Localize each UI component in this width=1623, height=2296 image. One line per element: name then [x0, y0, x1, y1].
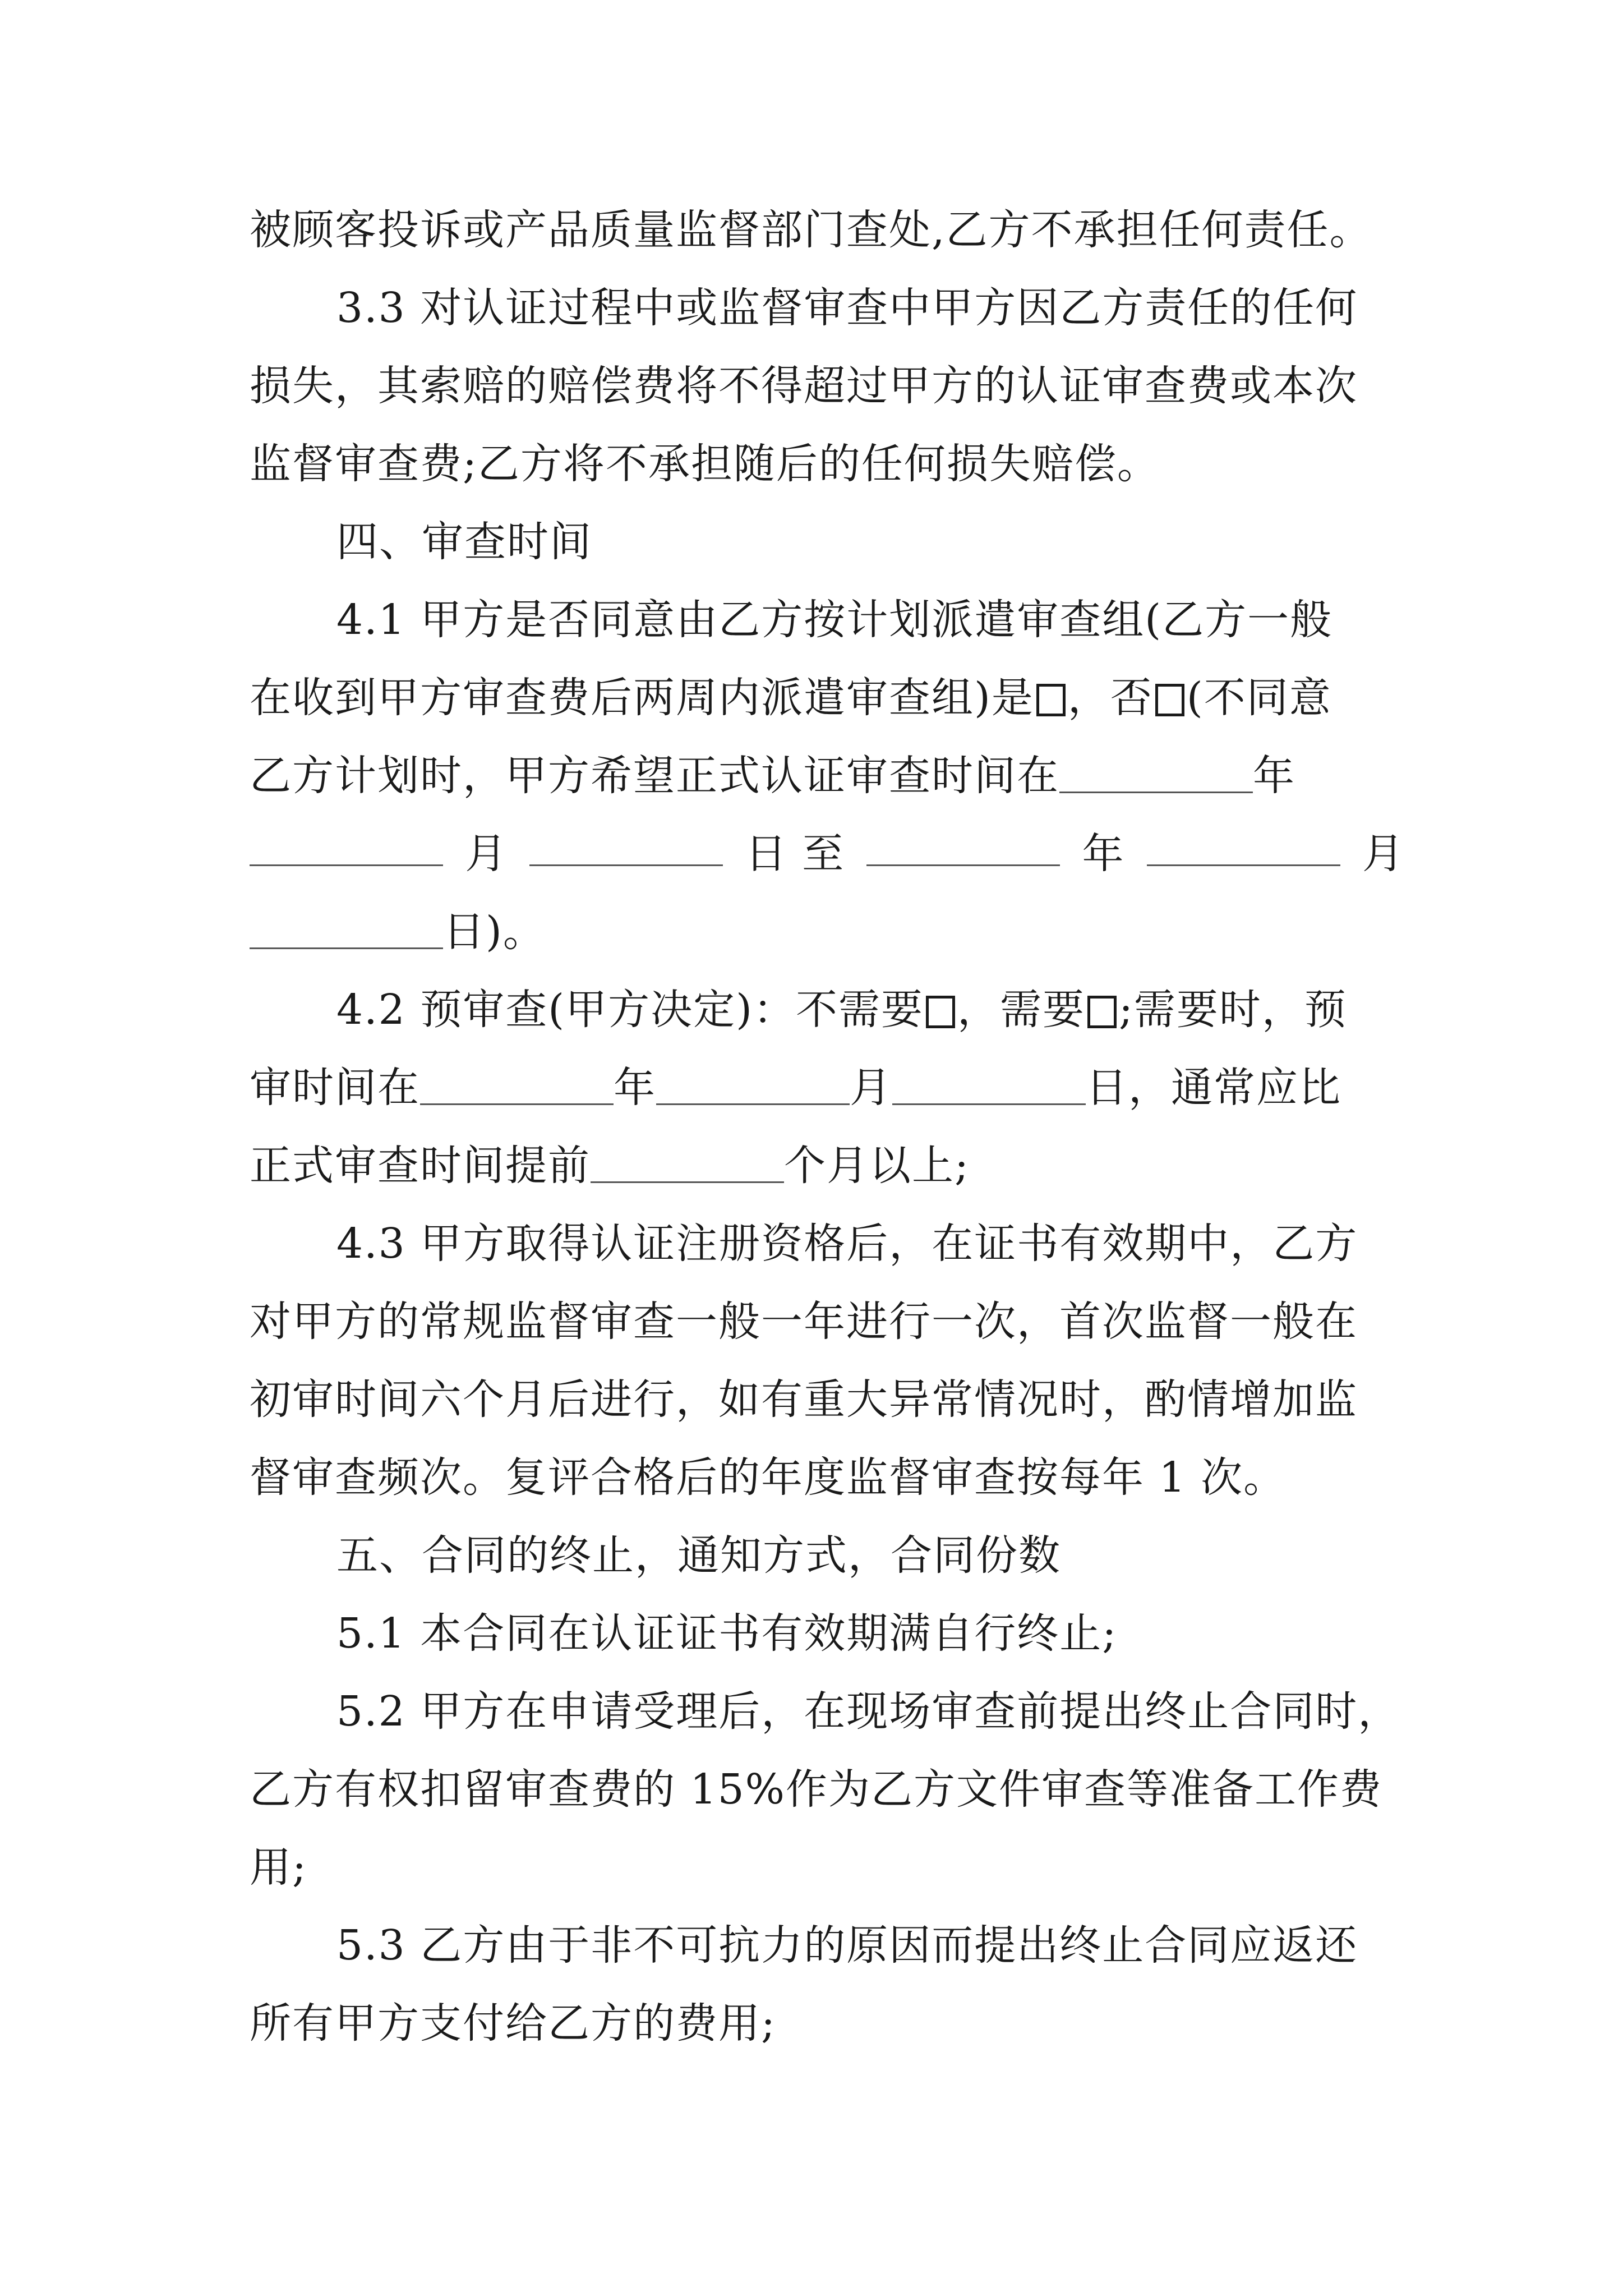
clause-text: ，否 [1067, 674, 1153, 722]
section-5-heading: 五、合同的终止，通知方式，合同份数 [336, 1531, 1061, 1580]
section-4-heading: 四、审查时间 [336, 518, 592, 566]
clause-text: 日，通常应比 [1086, 1064, 1341, 1112]
clause-4-2-line-2 [250, 1057, 1405, 1119]
end-day-label: 日)。 [443, 908, 546, 956]
clause-5-2-line-3: 用; [250, 1843, 307, 1892]
pre-audit-month-blank-field[interactable] [656, 1062, 850, 1105]
end-year-blank-field[interactable] [866, 823, 1060, 866]
day-to-label: 日 至 [745, 830, 845, 878]
clause-4-1-line-3 [250, 745, 1405, 807]
clause-text: ;需要时，预 [1118, 986, 1347, 1034]
yes-checkbox[interactable] [1036, 684, 1066, 716]
year-label: 年 [1253, 752, 1295, 800]
clause-5-2-line-2: 乙方有权扣留审查费的 15%作为乙方文件审查等准备工作费 [250, 1765, 1382, 1814]
clause-4-2-line-3 [250, 1135, 1405, 1197]
end-year-label: 年 [1082, 830, 1125, 878]
clause-3-3-line-3: 监督审查费;乙方将不承担随后的任何损失赔偿。 [250, 440, 1160, 488]
year-blank-field[interactable] [1059, 750, 1253, 793]
clause-4-1-line-2 [250, 667, 1405, 729]
clause-3-3-line-1: 3.3 对认证过程中或监督审查中甲方因乙方责任的任何 [336, 284, 1358, 332]
month-label: 月 [465, 830, 508, 878]
clause-3-3-line-2: 损失，其索赔的赔偿费将不得超过甲方的认证审查费或本次 [250, 362, 1358, 410]
months-ahead-blank-field[interactable] [591, 1140, 784, 1183]
clause-5-3-line-1: 5.3 乙方由于非不可抗力的原因而提出终止合同应返还 [336, 1921, 1358, 1970]
clause-text: (不同意 [1186, 674, 1332, 722]
end-month-blank-field[interactable] [1147, 823, 1340, 866]
clause-4-2-line-1 [336, 979, 1405, 1041]
day-blank-field[interactable] [529, 823, 723, 866]
pre-audit-year-blank-field[interactable] [420, 1062, 614, 1105]
clause-4-1-line-1: 4.1 甲方是否同意由乙方按计划派遣审查组(乙方一般 [336, 596, 1333, 644]
clause-4-1-line-5 [250, 901, 1405, 963]
end-month-label: 月 [1362, 830, 1405, 878]
pre-audit-day-blank-field[interactable] [892, 1062, 1086, 1105]
month-label: 月 [850, 1064, 892, 1112]
clause-text: 在收到甲方审查费后两周内派遣审查组)是 [250, 674, 1034, 722]
clause-4-3-line-1: 4.3 甲方取得认证注册资格后，在证书有效期中，乙方 [336, 1220, 1358, 1268]
clause-4-3-line-2: 对甲方的常规监督审查一般一年进行一次，首次监督一般在 [250, 1297, 1358, 1346]
clause-4-3-line-4: 督审查频次。复评合格后的年度监督审查按每年 1 次。 [250, 1453, 1287, 1502]
clause-text: ，需要 [957, 986, 1085, 1034]
clause-text: 4.2 预审查(甲方决定)：不需要 [336, 986, 924, 1034]
no-checkbox[interactable] [1155, 684, 1184, 716]
required-checkbox[interactable] [1087, 996, 1117, 1028]
clause-5-1: 5.1 本合同在认证证书有效期满自行终止; [336, 1609, 1118, 1658]
clause-text: 个月以上; [784, 1142, 970, 1190]
clause-text: 乙方计划时，甲方希望正式认证审查时间在 [250, 752, 1059, 800]
clause-4-3-line-3: 初审时间六个月后进行，如有重大异常情况时，酌情增加监 [250, 1375, 1358, 1424]
year-label: 年 [614, 1064, 656, 1112]
clause-5-3-line-2: 所有甲方支付给乙方的费用; [250, 1999, 776, 2047]
not-required-checkbox[interactable] [926, 996, 955, 1028]
month-blank-field[interactable] [250, 823, 443, 866]
clause-5-2-line-1: 5.2 甲方在申请受理后，在现场审查前提出终止合同时， [336, 1687, 1401, 1736]
paragraph-line: 被顾客投诉或产品质量监督部门查处,乙方不承担任何责任。 [250, 206, 1372, 254]
clause-text: 审时间在 [250, 1064, 420, 1112]
clause-4-1-line-4 [250, 823, 1405, 885]
clause-text: 正式审查时间提前 [250, 1142, 591, 1190]
end-day-blank-field[interactable] [250, 906, 443, 949]
